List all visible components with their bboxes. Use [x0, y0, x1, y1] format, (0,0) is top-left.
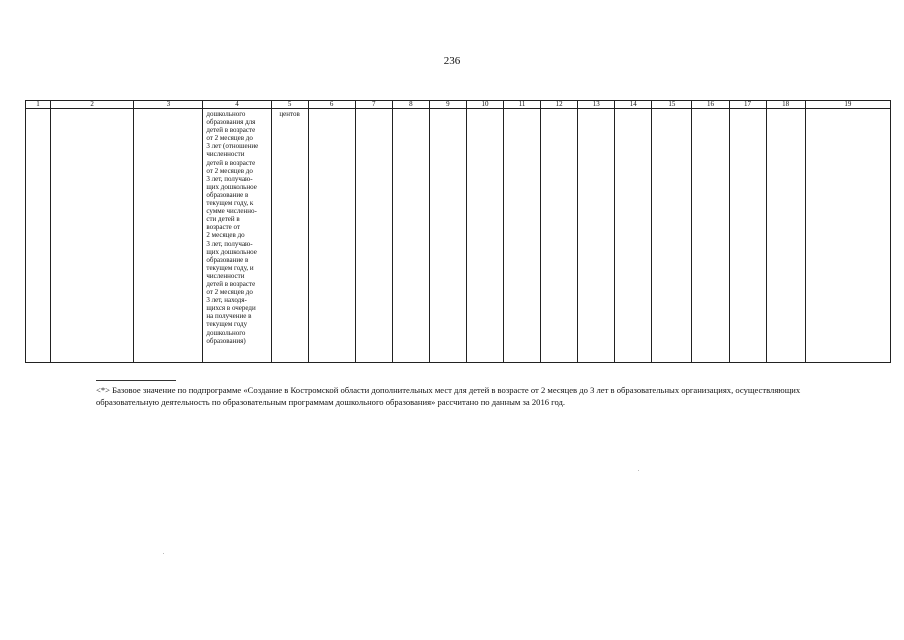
column-header: 1: [26, 101, 51, 109]
column-header: 9: [429, 101, 466, 109]
column-header: 14: [615, 101, 652, 109]
table-cell: [134, 109, 203, 363]
table-cell-unit: [271, 109, 308, 363]
table-cell: [51, 109, 134, 363]
column-header: 15: [652, 101, 692, 109]
column-header: 17: [729, 101, 766, 109]
column-header: 8: [392, 101, 429, 109]
scan-speck: [163, 553, 164, 554]
column-header: 5: [271, 101, 308, 109]
footnote-text: <*> Базовое значение по подпрограмме «Создание в Костромской области дополнительных мест для детей в возрасте от 2 месяцев до 3 лет в образовательных организациях, осуществляющих образовательную деятельность по образовательным программам дошкольного образования» рассчитано по данным за 2016 год.: [96, 385, 801, 407]
table-cell: [766, 109, 805, 363]
column-header: 4: [203, 101, 271, 109]
table-cell: [692, 109, 729, 363]
column-header: 12: [541, 101, 578, 109]
column-header: 3: [134, 101, 203, 109]
table-cell: [308, 109, 355, 363]
column-header: 11: [504, 101, 541, 109]
column-header: 2: [51, 101, 134, 109]
column-header: 18: [766, 101, 805, 109]
column-header: 6: [308, 101, 355, 109]
scan-speck: [638, 470, 639, 471]
footnote-divider: [96, 380, 176, 381]
table-cell: [805, 109, 890, 363]
column-header: 10: [466, 101, 503, 109]
column-header: 16: [692, 101, 729, 109]
page-number: 236: [443, 55, 461, 67]
table-cell: [429, 109, 466, 363]
data-table: [25, 100, 891, 363]
table-cell: [615, 109, 652, 363]
table-cell: [652, 109, 692, 363]
table-cell-indicator: [203, 109, 271, 363]
indicator-text: дошкольного образования для детей в возрасте от 2 месяцев до 3 лет (отношение численности детей в возрасте от 2 месяцев до 3 лет, получаю- щих дошкольное образование в текущем году, к сумме численно- сти детей в возрасте от 2 месяцев до 3 лет, получаю- щих дошкольное образование в текущем году, и численности детей в возрасте от 2 месяцев до 3 лет, находя- щихся в очереди на получение в текущем году дошкольного образования): [206, 110, 259, 345]
table-cell: [541, 109, 578, 363]
unit-text: центов: [279, 110, 300, 118]
table-cell: [504, 109, 541, 363]
column-header: 13: [578, 101, 615, 109]
table-cell: [392, 109, 429, 363]
table-cell: [355, 109, 392, 363]
table-header-row: [26, 101, 891, 109]
table-cell: [466, 109, 503, 363]
table-cell: [578, 109, 615, 363]
table-cell: [729, 109, 766, 363]
table-row: [26, 109, 891, 363]
column-header: 19: [805, 101, 890, 109]
column-header: 7: [355, 101, 392, 109]
table-cell: [26, 109, 51, 363]
